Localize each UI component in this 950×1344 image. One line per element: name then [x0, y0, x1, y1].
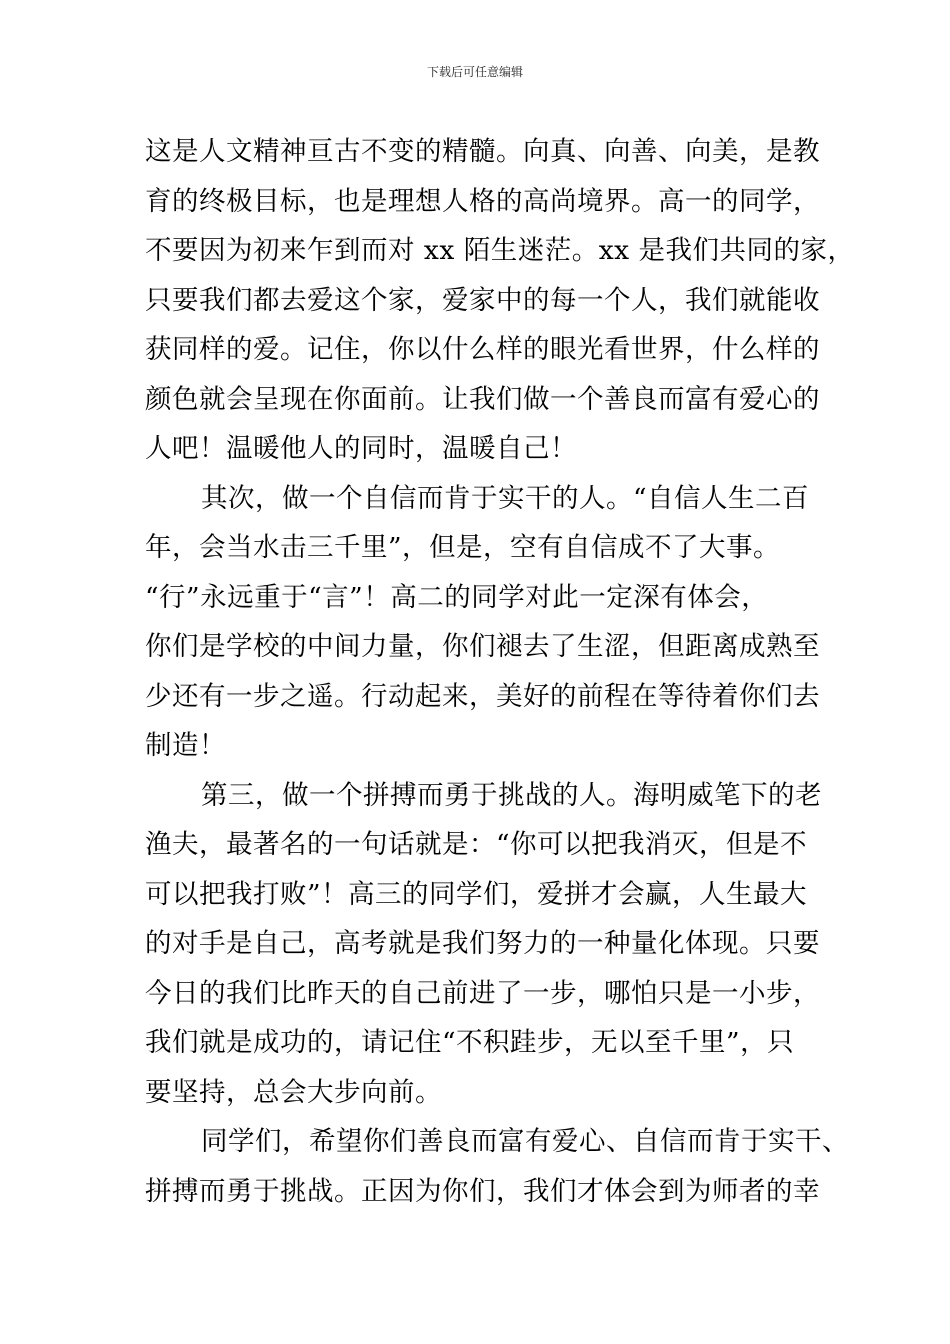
text-line: 其次，做一个自信而肯于实干的人。“自信人生二百 — [201, 482, 810, 514]
body-text — [145, 127, 855, 1216]
text-line: 人吧！温暖他人的同时，温暖自己！ — [145, 433, 577, 464]
text-line: “行”永远重于“言”！高二的同学对此一定深有体会， — [145, 581, 769, 613]
text-line: 要坚持，总会大步向前。 — [145, 1076, 442, 1108]
text-line: 这是人文精神亘古不变的精髓。向真、向善、向美，是教 — [145, 136, 820, 167]
text-line: 颜色就会呈现在你面前。让我们做一个善良而富有爱心的 — [145, 383, 820, 415]
text-line: 不要因为初来乍到而对 xx 陌生迷茫。xx 是我们共同的家， — [145, 235, 855, 266]
text-line: 你们是学校的中间力量，你们褪去了生涩，但距离成熟至 — [145, 631, 820, 662]
text-line: 我们就是成功的，请记住“不积跬步，无以至千里”，只 — [145, 1027, 795, 1058]
text-line: 今日的我们比昨天的自己前进了一步，哪怕只是一小步， — [145, 977, 820, 1009]
text-line: 的对手是自己，高考就是我们努力的一种量化体现。只要 — [145, 928, 820, 959]
text-line: 少还有一步之遥。行动起来，美好的前程在等待着你们去 — [145, 680, 820, 712]
text-line: 获同样的爱。记住，你以什么样的眼光看世界，什么样的 — [145, 334, 820, 365]
text-line: 制造！ — [145, 730, 226, 761]
text-line: 育的终极目标，也是理想人格的高尚境界。高一的同学， — [145, 185, 820, 217]
text-line: 第三，做一个拼搏而勇于挑战的人。海明威笔下的老 — [201, 779, 822, 811]
text-line: 只要我们都去爱这个家，爱家中的每一个人，我们就能收 — [145, 284, 820, 316]
text-line: 可以把我打败”！高三的同学们，爱拼才会赢，人生最大 — [145, 878, 808, 910]
text-line: 同学们，希望你们善良而富有爱心、自信而肯于实干、 — [201, 1126, 849, 1157]
text-line: 年，会当水击三千里”，但是，空有自信成不了大事。 — [145, 532, 781, 563]
text-line: 拼搏而勇于挑战。正因为你们，我们才体会到为师者的幸 — [145, 1175, 820, 1207]
page-header: 下载后可任意编辑 — [426, 65, 523, 79]
text-line: 渔夫，最著名的一句话就是：“你可以把我消灭，但是不 — [145, 829, 808, 860]
